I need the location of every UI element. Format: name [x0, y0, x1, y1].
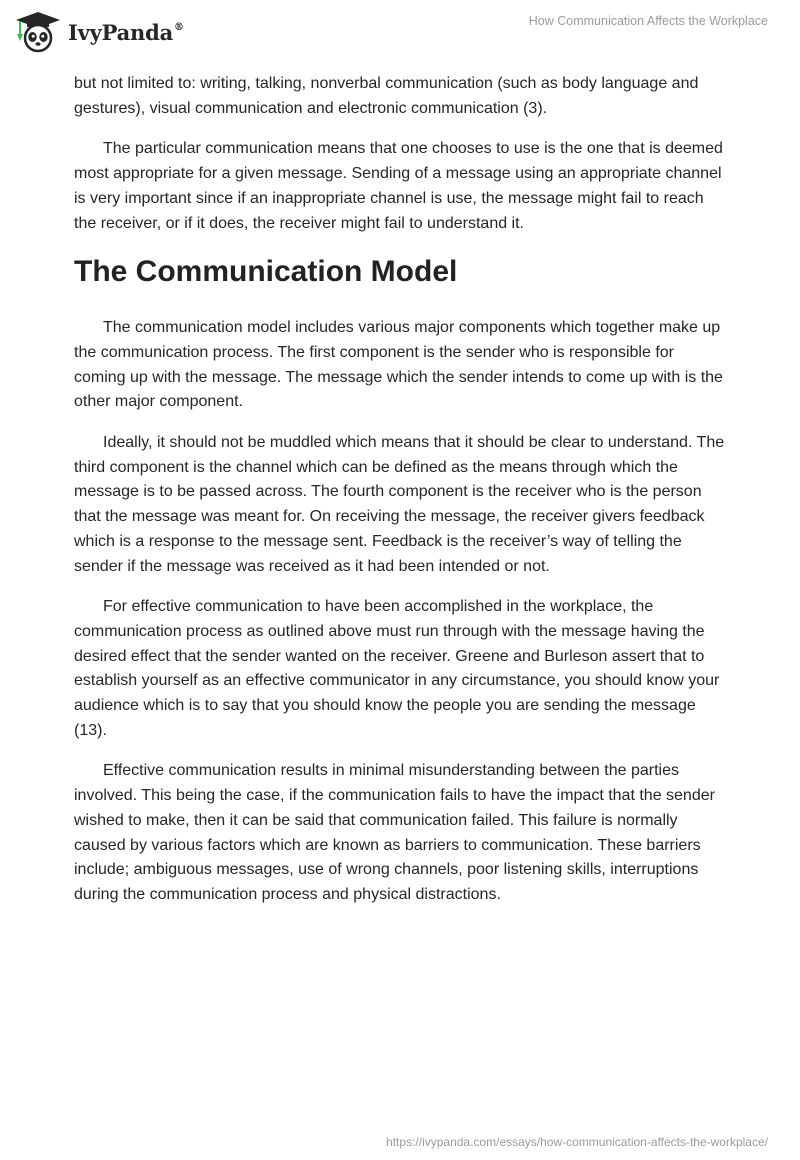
- registered-mark: ®: [174, 21, 184, 33]
- paragraph: For effective communication to have been accomplished in the workplace, the communication process as outlined above must run through with the message having the desired effect that the sender wanted on the receiver. Greene and Burleson assert that to establish yourself as an effective communicator in any circumstance, you should know your audience which is to say that you should know the people you are sending the message (13).: [74, 598, 720, 739]
- article-body: [74, 72, 726, 924]
- paragraph: Ideally, it should not be muddled which means that it should be clear to understand. The third component is the channel which can be defined as the means through which the message is to be passed across. The fourth component is the receiver who is the person that the message was meant for. On receiving the message, the receiver givers feedback which is a response to the message sent. Feedback is the receiver’s way of telling the sender if the message was received as it had been intended or not.: [74, 434, 725, 575]
- paragraph-continuation: but not limited to: writing, talking, nonverbal communication (such as body language and gestures), visual communication and electronic communication (3).: [74, 75, 699, 117]
- section-heading: The Communication Model: [74, 255, 458, 289]
- paragraph: The communication model includes various major components which together make up the communication process. The first component is the sender who is responsible for coming up with the message. The message which the sender intends to come up with is the other major component.: [74, 319, 723, 411]
- ivypanda-logo[interactable]: [14, 10, 184, 54]
- page-header: [0, 0, 800, 64]
- paragraph: Effective communication results in minimal misunderstanding between the parties involved. This being the case, if the communication fails to have the impact that the sender wished to make, then it can be said that communication failed. This failure is normally caused by various factors which are known as barriers to communication. These barriers include; ambiguous messages, use of wrong channels, poor listening skills, interruptions during the communication process and physical distractions.: [74, 762, 715, 903]
- document-title: How Communication Affects the Workplace: [528, 14, 768, 28]
- source-url-link[interactable]: https://ivypanda.com/essays/how-communication-affects-the-workplace/: [386, 1135, 768, 1149]
- panda-graduate-icon: [14, 10, 62, 54]
- paragraph: The particular communication means that one chooses to use is the one that is deemed most appropriate for a given message. Sending of a message using an appropriate channel is very important since if an inappropriate channel is use, the message might fail to reach the receiver, or if it does, the receiver might fail to understand it.: [74, 140, 723, 232]
- brand-name: IvyPanda®: [68, 19, 184, 45]
